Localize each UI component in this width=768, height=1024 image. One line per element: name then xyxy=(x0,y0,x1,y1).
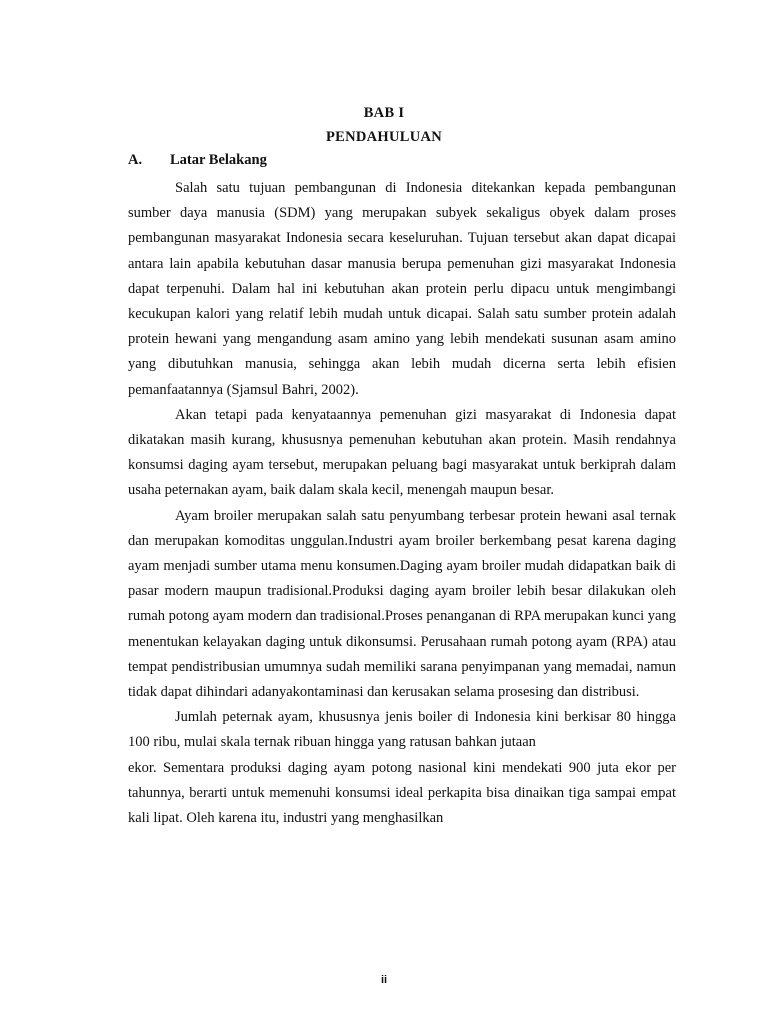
page-number: ii xyxy=(380,974,388,986)
paragraph: Salah satu tujuan pembangunan di Indonesia ditekankan kepada pembangunan sumber daya manusia (SDM) yang merupakan subyek sekaligus obyek dalam proses pembangunan masyarakat Indonesia secara keseluruhan. Tujuan tersebut akan dapat dicapai antara lain apabila kebutuhan dasar manusia berupa pemenuhan gizi masyarakat Indonesia dapat terpenuhi. Dalam hal ini kebutuhan akan protein perlu dipacu untuk mengimbangi kecukupan kalori yang relatif lebih mudah untuk dicapai. Salah satu sumber protein adalah protein hewani yang mengandung asam amino yang lebih mendekati susunan asam amino yang dibutuhkan manusia, sehingga akan lebih mudah dicerna serta lebih efisien pemanfaatannya (Sjamsul Bahri, 2002). xyxy=(128,180,676,398)
paragraph: Ayam broiler merupakan salah satu penyumbang terbesar protein hewani asal ternak dan merupakan komoditas unggulan.Industri ayam broiler berkembang pesat karena daging ayam menjadi sumber utama menu konsumen.Daging ayam broiler mudah didapatkan baik di pasar modern maupun tradisional.Produksi daging ayam broiler lebih besar dilakukan oleh rumah potong ayam modern dan tradisional.Proses penanganan di RPA merupakan kunci yang menentukan kelayakan daging untuk dikonsumsi. Perusahaan rumah potong ayam (RPA) atau tempat pendistribusian umumnya sudah memiliki sarana penyimpanan yang memadai, namun tidak dapat dihindari adanyakontaminasi dan kerusakan selama prosesing dan distribusi. xyxy=(128,507,676,701)
paragraph: Akan tetapi pada kenyataannya pemenuhan gizi masyarakat di Indonesia dapat dikatakan masih kurang, khususnya pemenuhan kebutuhan akan protein. Masih rendahnya konsumsi daging ayam tersebut, merupakan peluang bagi masyarakat untuk berkiprah dalam usaha peternakan ayam, baik dalam skala kecil, menengah maupun besar. xyxy=(128,406,676,499)
chapter-title: PENDAHULUAN xyxy=(325,129,443,145)
paragraph-continuation: ekor. Sementara produksi daging ayam potong nasional kini mendekati 900 juta ekor per tahunnya, berarti untuk memenuhi konsumsi ideal perkapita bisa dinaikan tiga sampai empat kali lipat. Oleh karena itu, industri yang menghasilkan xyxy=(128,759,676,827)
section-heading xyxy=(128,152,267,169)
section-number: A. xyxy=(128,152,143,168)
section-title: Latar Belakang xyxy=(170,152,267,168)
body-text xyxy=(128,176,676,831)
chapter-number: BAB I xyxy=(363,105,405,121)
paragraph: Jumlah peternak ayam, khususnya jenis boiler di Indonesia kini berkisar 80 hingga 100 ribu, mulai skala ternak ribuan hingga yang ratusan bahkan jutaan xyxy=(128,709,676,751)
